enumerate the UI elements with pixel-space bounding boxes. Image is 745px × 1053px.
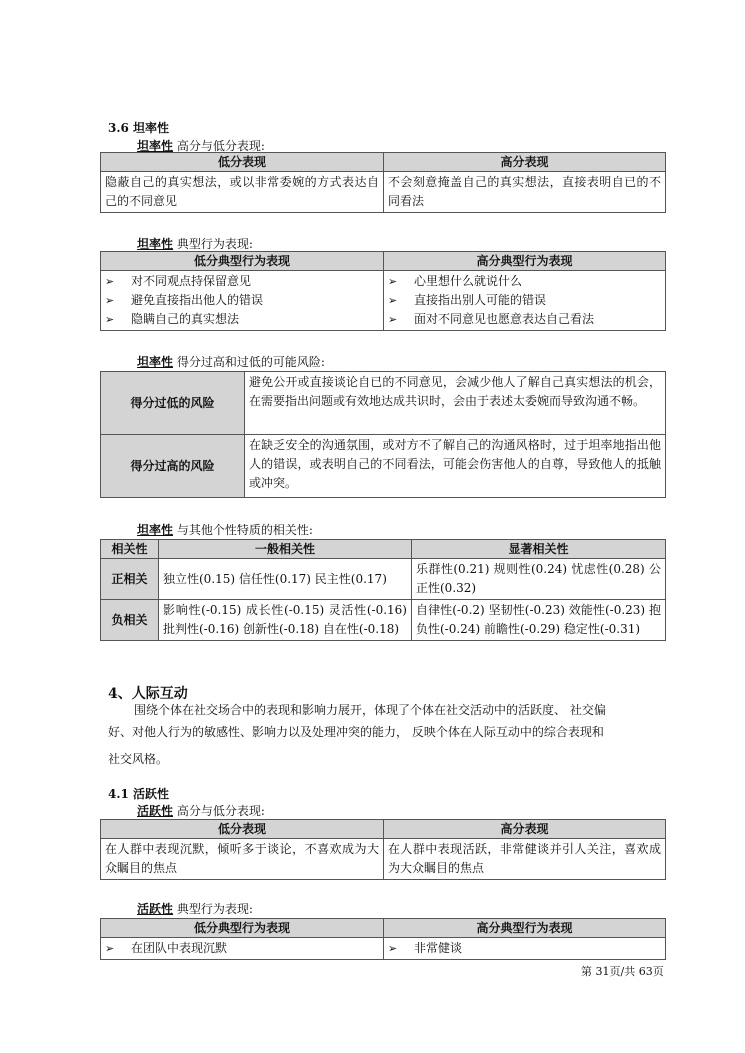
trait-name: 坦率性	[137, 355, 174, 369]
list-item: ➢ 直接指出别人可能的错误	[388, 291, 661, 310]
intro-line-3: 社交风格。	[108, 752, 169, 766]
high-score-text: 在人群中表现活跃，非常健谈并引人关注，喜欢成为大众瞩目的焦点	[384, 839, 666, 880]
low-risk-label: 得分过低的风险	[101, 372, 245, 435]
list-item: ➢ 非常健谈	[388, 939, 661, 958]
score-table	[100, 819, 666, 880]
caption-text: 得分过高和过低的可能风险:	[176, 355, 325, 369]
caption-text: 与其他个性特质的相关性:	[176, 523, 313, 537]
risk-table	[100, 371, 666, 498]
trait-name: 坦率性	[137, 139, 174, 153]
general-correlation-header: 一般相关性	[159, 540, 412, 559]
high-risk-label: 得分过高的风险	[101, 435, 245, 498]
low-score-text: 隐蔽自己的真实想法，或以非常委婉的方式表达自己的不同意见	[101, 172, 384, 213]
high-behavior-list	[384, 938, 666, 960]
section-heading-4: 4、人际互动	[108, 686, 188, 702]
risk-caption	[137, 353, 325, 370]
behavior-table	[100, 251, 666, 331]
page-number: 第 31页/共 63页	[581, 965, 664, 978]
high-behavior-header: 高分典型行为表现	[384, 919, 666, 938]
list-item: ➢ 在团队中表现沉默	[105, 939, 379, 958]
significant-correlation-header: 显著相关性	[412, 540, 666, 559]
high-score-text: 不会刻意掩盖自己的真实想法，直接表明自已的不同看法	[384, 172, 666, 213]
list-item: ➢ 避免直接指出他人的错误	[105, 291, 379, 310]
negative-label: 负相关	[101, 600, 159, 641]
positive-significant: 乐群性(0.21) 规则性(0.24) 忧虑性(0.28) 公正性(0.32)	[412, 559, 666, 600]
intro-line-2: 好、对他人行为的敏感性、影响力以及处理冲突的能力， 反映个体在人际互动中的综合表现和	[108, 725, 604, 739]
low-score-text: 在人群中表现沉默，倾听多于谈论，不喜欢成为大众瞩目的焦点	[101, 839, 384, 880]
correlation-table	[100, 539, 666, 641]
trait-name: 坦率性	[137, 523, 174, 537]
high-behavior-list	[384, 271, 666, 331]
behavior-caption	[137, 900, 253, 917]
high-risk-text: 在缺乏安全的沟通氛围，或对方不了解自己的沟通风格时，过于坦率地指出他人的错误，或表明自己的不同看法，可能会伤害他人的自尊，导致他人的抵触或冲突。	[245, 435, 666, 498]
high-score-header: 高分表现	[384, 820, 666, 839]
list-item: ➢ 对不同观点持保留意见	[105, 272, 379, 291]
caption-text: 典型行为表现:	[176, 237, 253, 251]
list-item: ➢ 隐瞒自己的真实想法	[105, 310, 379, 329]
low-risk-text: 避免公开或直接谈论自已的不同意见，会减少他人了解自己真实想法的机会，在需要指出问题或有效地达成共识时，会由于表述太委婉而导致沟通不畅。	[245, 372, 666, 435]
trait-name: 活跃性	[137, 902, 174, 916]
negative-significant: 自律性(-0.2) 坚韧性(-0.23) 效能性(-0.23) 抱负性(-0.24) 前瞻性(-0.29) 稳定性(-0.31)	[412, 600, 666, 641]
negative-general: 影响性(-0.15) 成长性(-0.15) 灵活性(-0.16) 批判性(-0.16) 创新性(-0.18) 自在性(-0.18)	[159, 600, 412, 641]
low-behavior-list	[101, 938, 384, 960]
caption-text: 高分与低分表现:	[176, 804, 265, 818]
correlation-caption	[137, 521, 313, 538]
positive-general: 独立性(0.15) 信任性(0.17) 民主性(0.17)	[159, 559, 412, 600]
caption-text: 高分与低分表现:	[176, 139, 265, 153]
list-item: ➢ 面对不同意见也愿意表达自己看法	[388, 310, 661, 329]
score-table	[100, 152, 666, 213]
caption-text: 典型行为表现:	[176, 902, 253, 916]
low-score-header: 低分表现	[101, 153, 384, 172]
behavior-table	[100, 918, 666, 960]
low-behavior-list	[101, 271, 384, 331]
section-heading-3-6: 3.6 坦率性	[108, 121, 170, 135]
positive-label: 正相关	[101, 559, 159, 600]
high-behavior-header: 高分典型行为表现	[384, 252, 666, 271]
correlation-header: 相关性	[101, 540, 159, 559]
high-score-header: 高分表现	[384, 153, 666, 172]
trait-name: 坦率性	[137, 237, 174, 251]
low-behavior-header: 低分典型行为表现	[101, 919, 384, 938]
list-item: ➢ 心里想什么就说什么	[388, 272, 661, 291]
low-behavior-header: 低分典型行为表现	[101, 252, 384, 271]
intro-line-1: 围绕个体在社交场合中的表现和影响力展开，体现了个体在社交活动中的活跃度、 社交偏	[134, 703, 606, 717]
behavior-caption	[137, 235, 253, 252]
low-score-header: 低分表现	[101, 820, 384, 839]
score-caption	[137, 802, 265, 819]
trait-name: 活跃性	[137, 804, 174, 818]
section-heading-4-1: 4.1 活跃性	[108, 787, 170, 801]
